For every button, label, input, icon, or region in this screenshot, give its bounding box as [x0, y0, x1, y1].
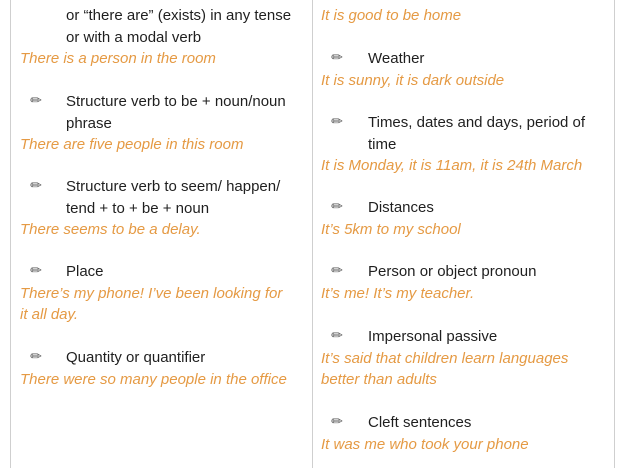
example-line: There are five people in this room [20, 136, 244, 153]
entry-heading [20, 5, 306, 48]
table-border-right [614, 0, 615, 468]
list-item [321, 48, 611, 91]
pencil-icon: ✏ [331, 50, 343, 66]
entry-example [321, 219, 611, 241]
list-item [321, 412, 611, 455]
entry-example [20, 219, 306, 241]
table-border-left [10, 0, 11, 468]
example-line: It is good to be home [321, 7, 462, 24]
heading-line: or “there are” (exists) in any tense [66, 7, 292, 24]
entry-example [321, 155, 611, 177]
entry-heading [321, 112, 611, 155]
example-line: it all day. [20, 306, 79, 323]
pencil-icon: ✏ [331, 414, 343, 430]
heading-line: Weather [368, 50, 425, 67]
heading-line: time [368, 135, 397, 153]
entry-example [20, 369, 306, 391]
heading-line: Structure verb to seem/ happen/ [66, 178, 281, 195]
pencil-icon: ✏ [331, 199, 343, 215]
heading-line: Impersonal passive [368, 328, 498, 345]
entry-example [321, 348, 611, 391]
entry-example [321, 5, 611, 27]
list-item [321, 326, 611, 391]
heading-line: Times, dates and days, period of [368, 114, 586, 131]
example-line: It was me who took your phone [321, 435, 529, 453]
example-line: It is Monday, it is 11am, it is 24th March [321, 157, 583, 174]
example-line: It is sunny, it is dark outside [321, 71, 505, 89]
list-item [321, 261, 611, 304]
entry-heading [20, 91, 306, 134]
pencil-icon: ✏ [331, 263, 343, 279]
heading-line: Structure verb to be + noun/noun [66, 93, 286, 110]
entry-heading [321, 326, 611, 348]
heading-line: Cleft sentences [368, 414, 472, 431]
entry-example [20, 48, 306, 70]
list-item [321, 5, 611, 27]
list-item [20, 347, 306, 390]
entry-heading [321, 261, 611, 283]
list-item [20, 176, 306, 241]
pencil-icon: ✏ [30, 93, 42, 109]
table-border-middle [312, 0, 313, 468]
list-item [20, 261, 306, 326]
heading-line: or with a modal verb [66, 28, 202, 46]
list-item [20, 5, 306, 70]
pencil-icon: ✏ [30, 263, 42, 279]
heading-line: Place [66, 263, 104, 280]
list-item [321, 197, 611, 240]
list-item [20, 91, 306, 156]
example-line: There is a person in the room [20, 50, 216, 67]
example-line: There’s my phone! I’ve been looking for [20, 284, 283, 302]
pencil-icon: ✏ [331, 114, 343, 130]
example-line: It’s me! It’s my teacher. [321, 284, 475, 302]
example-line: better than adults [321, 371, 437, 388]
entry-heading [321, 412, 611, 434]
entry-heading [20, 261, 306, 283]
entry-heading [20, 347, 306, 369]
example-line: It’s said that children learn languages [321, 349, 569, 367]
entry-example [321, 70, 611, 92]
entry-example [321, 283, 611, 305]
pencil-icon: ✏ [30, 178, 42, 194]
entry-heading [20, 176, 306, 219]
heading-line: Quantity or quantifier [66, 349, 206, 366]
heading-line: Distances [368, 199, 434, 216]
pencil-icon: ✏ [331, 328, 343, 344]
entry-example [321, 434, 611, 456]
pencil-icon: ✏ [30, 349, 42, 365]
entry-heading [321, 197, 611, 219]
example-line: There were so many people in the office [20, 370, 287, 388]
heading-line: Person or object pronoun [368, 263, 537, 280]
heading-line: tend + to + be + noun [66, 199, 210, 217]
entry-heading [321, 48, 611, 70]
heading-line: phrase [66, 114, 112, 132]
entry-example [20, 283, 306, 326]
entry-example [20, 134, 306, 156]
list-item [321, 112, 611, 177]
example-line: It’s 5km to my school [321, 220, 461, 238]
example-line: There seems to be a delay. [20, 221, 201, 238]
